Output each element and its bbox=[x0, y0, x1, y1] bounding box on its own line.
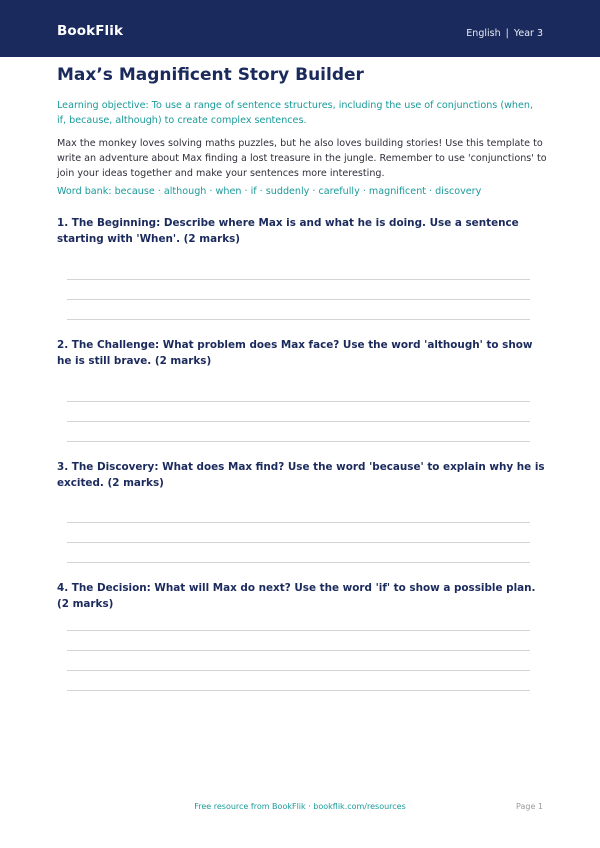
answer-line[interactable] bbox=[67, 690, 530, 691]
answer-line[interactable] bbox=[67, 630, 530, 631]
subject-year-label bbox=[466, 28, 543, 39]
year-label: Year 3 bbox=[513, 28, 543, 39]
answer-line[interactable] bbox=[67, 522, 530, 523]
answer-line[interactable] bbox=[67, 542, 530, 543]
answer-line[interactable] bbox=[67, 650, 530, 651]
word-bank: Word bank: because · although · when · if · suddenly · carefully · magnificent · discovery bbox=[57, 186, 482, 197]
question-3: 3. The Discovery: What does Max find? Use the word 'because' to explain why he is excited. (2 marks) bbox=[57, 461, 545, 489]
question-2: 2. The Challenge: What problem does Max face? Use the word 'although' to show he is still brave. (2 marks) bbox=[57, 339, 533, 367]
answer-line[interactable] bbox=[67, 441, 530, 442]
answer-line[interactable] bbox=[67, 401, 530, 402]
page-header bbox=[0, 0, 600, 57]
learning-objective: Learning objective: To use a range of sentence structures, including the use of conjunctions (when, if, because, although) to create complex sentences. bbox=[57, 100, 534, 126]
footer-credit-link[interactable]: Free resource from BookFlik · bookflik.com/resources bbox=[194, 802, 406, 811]
answer-line[interactable] bbox=[67, 421, 530, 422]
intro-paragraph: Max the monkey loves solving maths puzzles, but he also loves building stories! Use this template to write an adventure about Max finding a lost treasure in the jungle. Remember to use 'conjunctions' to join your ideas together and make your sentences more interesting. bbox=[57, 138, 547, 179]
page-title: Max’s Magnificent Story Builder bbox=[57, 65, 364, 85]
answer-line[interactable] bbox=[67, 319, 530, 320]
page-number: Page 1 bbox=[516, 802, 543, 811]
answer-line[interactable] bbox=[67, 299, 530, 300]
meta-separator: | bbox=[505, 28, 509, 39]
subject-label: English bbox=[466, 28, 501, 39]
answer-line[interactable] bbox=[67, 670, 530, 671]
question-4: 4. The Decision: What will Max do next? Use the word 'if' to show a possible plan. (2 marks) bbox=[57, 582, 536, 610]
question-1: 1. The Beginning: Describe where Max is and what he is doing. Use a sentence starting with 'When'. (2 marks) bbox=[57, 217, 519, 245]
brand-logo[interactable]: BookFlik bbox=[57, 23, 124, 39]
answer-line[interactable] bbox=[67, 562, 530, 563]
answer-line[interactable] bbox=[67, 279, 530, 280]
